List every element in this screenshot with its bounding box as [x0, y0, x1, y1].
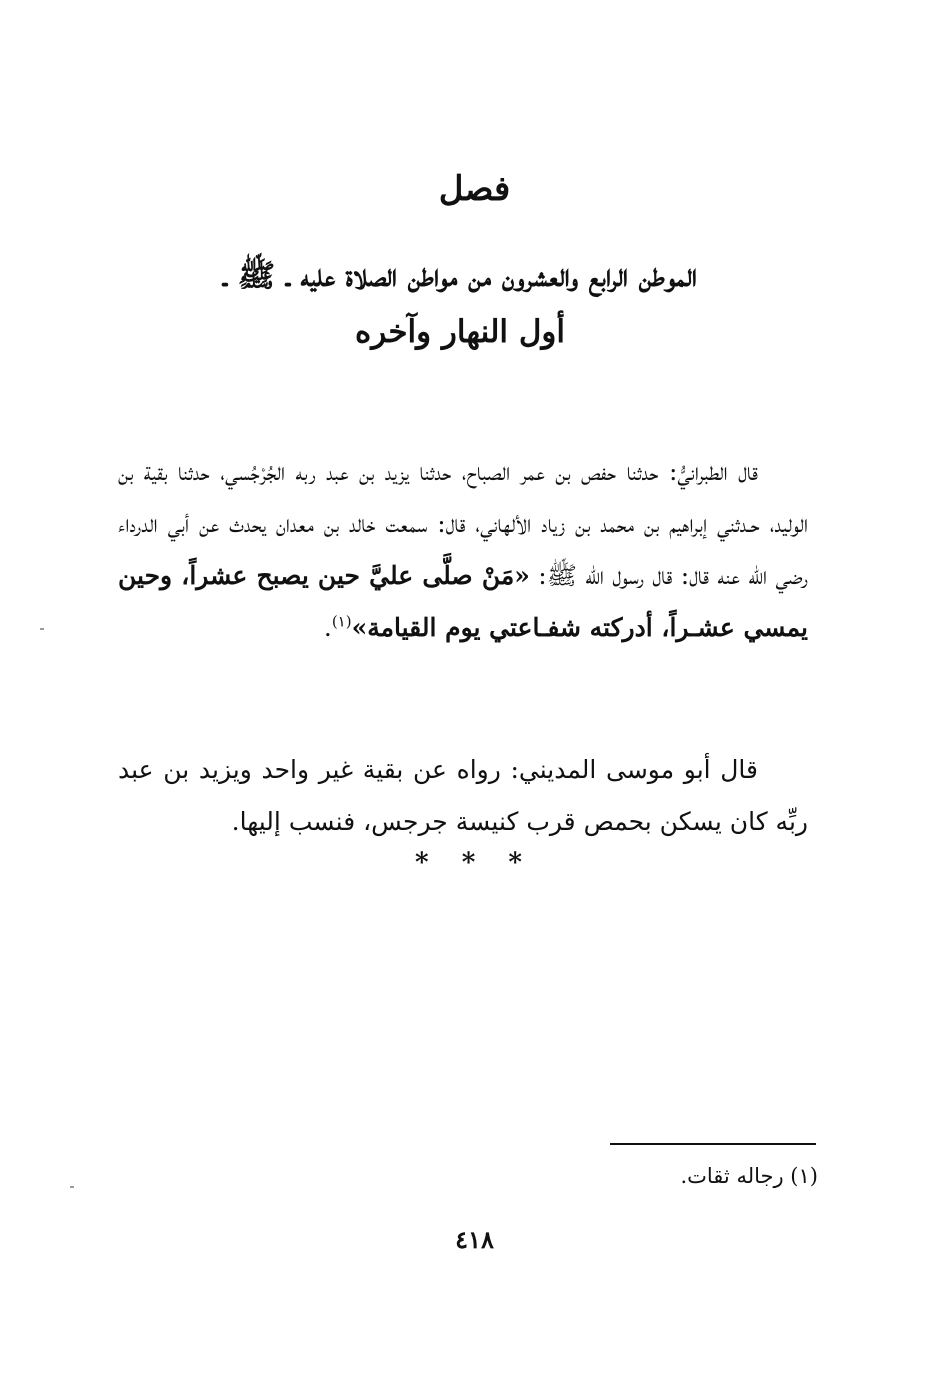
paragraph-end-mark: .: [323, 613, 332, 642]
section-heading: [110, 248, 810, 360]
section-separator: * * *: [415, 848, 534, 878]
chapter-label: فصل: [438, 169, 511, 209]
commentary-text: قال أبو موسى المديني: رواه عن بقية غير واحد ويزيد بن عبد ربِّه كان يسكن بحمص قرب كنيسة جرجس، فنسب إليها.: [118, 755, 808, 836]
section-heading-line-2: أول النهار وآخره: [355, 314, 565, 350]
paragraph-hadith: [118, 446, 808, 654]
scan-speck: [40, 628, 44, 630]
page-number: ٤١٨: [455, 1225, 494, 1254]
isnad-text: قال الطبرانيُّ: حدثنا حفص بن عمر الصباح، حدثنا يزيد بن عبد ربه الجُرْجُسي، حدثنا بقية بن الوليد، حـدثني إبراهيم بن محمد بن زياد الألهاني، قال: سمعت خالد بن معدان يحدث عن أبي الدرداء رضي الله عنه قال: قال رسول الله ﷺ:: [118, 457, 808, 590]
footnote: (١) رجاله ثقات.: [680, 1164, 818, 1188]
footnote-reference[interactable]: (١): [331, 612, 352, 631]
section-heading-line-1: الموطن الرابع والعشرون من مواطن الصلاة عليه ـ ﷺ ـ: [223, 258, 697, 294]
footnote-divider: [610, 1143, 816, 1145]
scan-speck: [70, 1186, 74, 1188]
hadith-text: «مَنْ صلَّى عليَّ حين يصبح عشراً، وحين يمسي عشـراً، أدركته شفـاعتي يوم القيامة»: [118, 561, 808, 642]
paragraph-commentary: [118, 744, 808, 848]
